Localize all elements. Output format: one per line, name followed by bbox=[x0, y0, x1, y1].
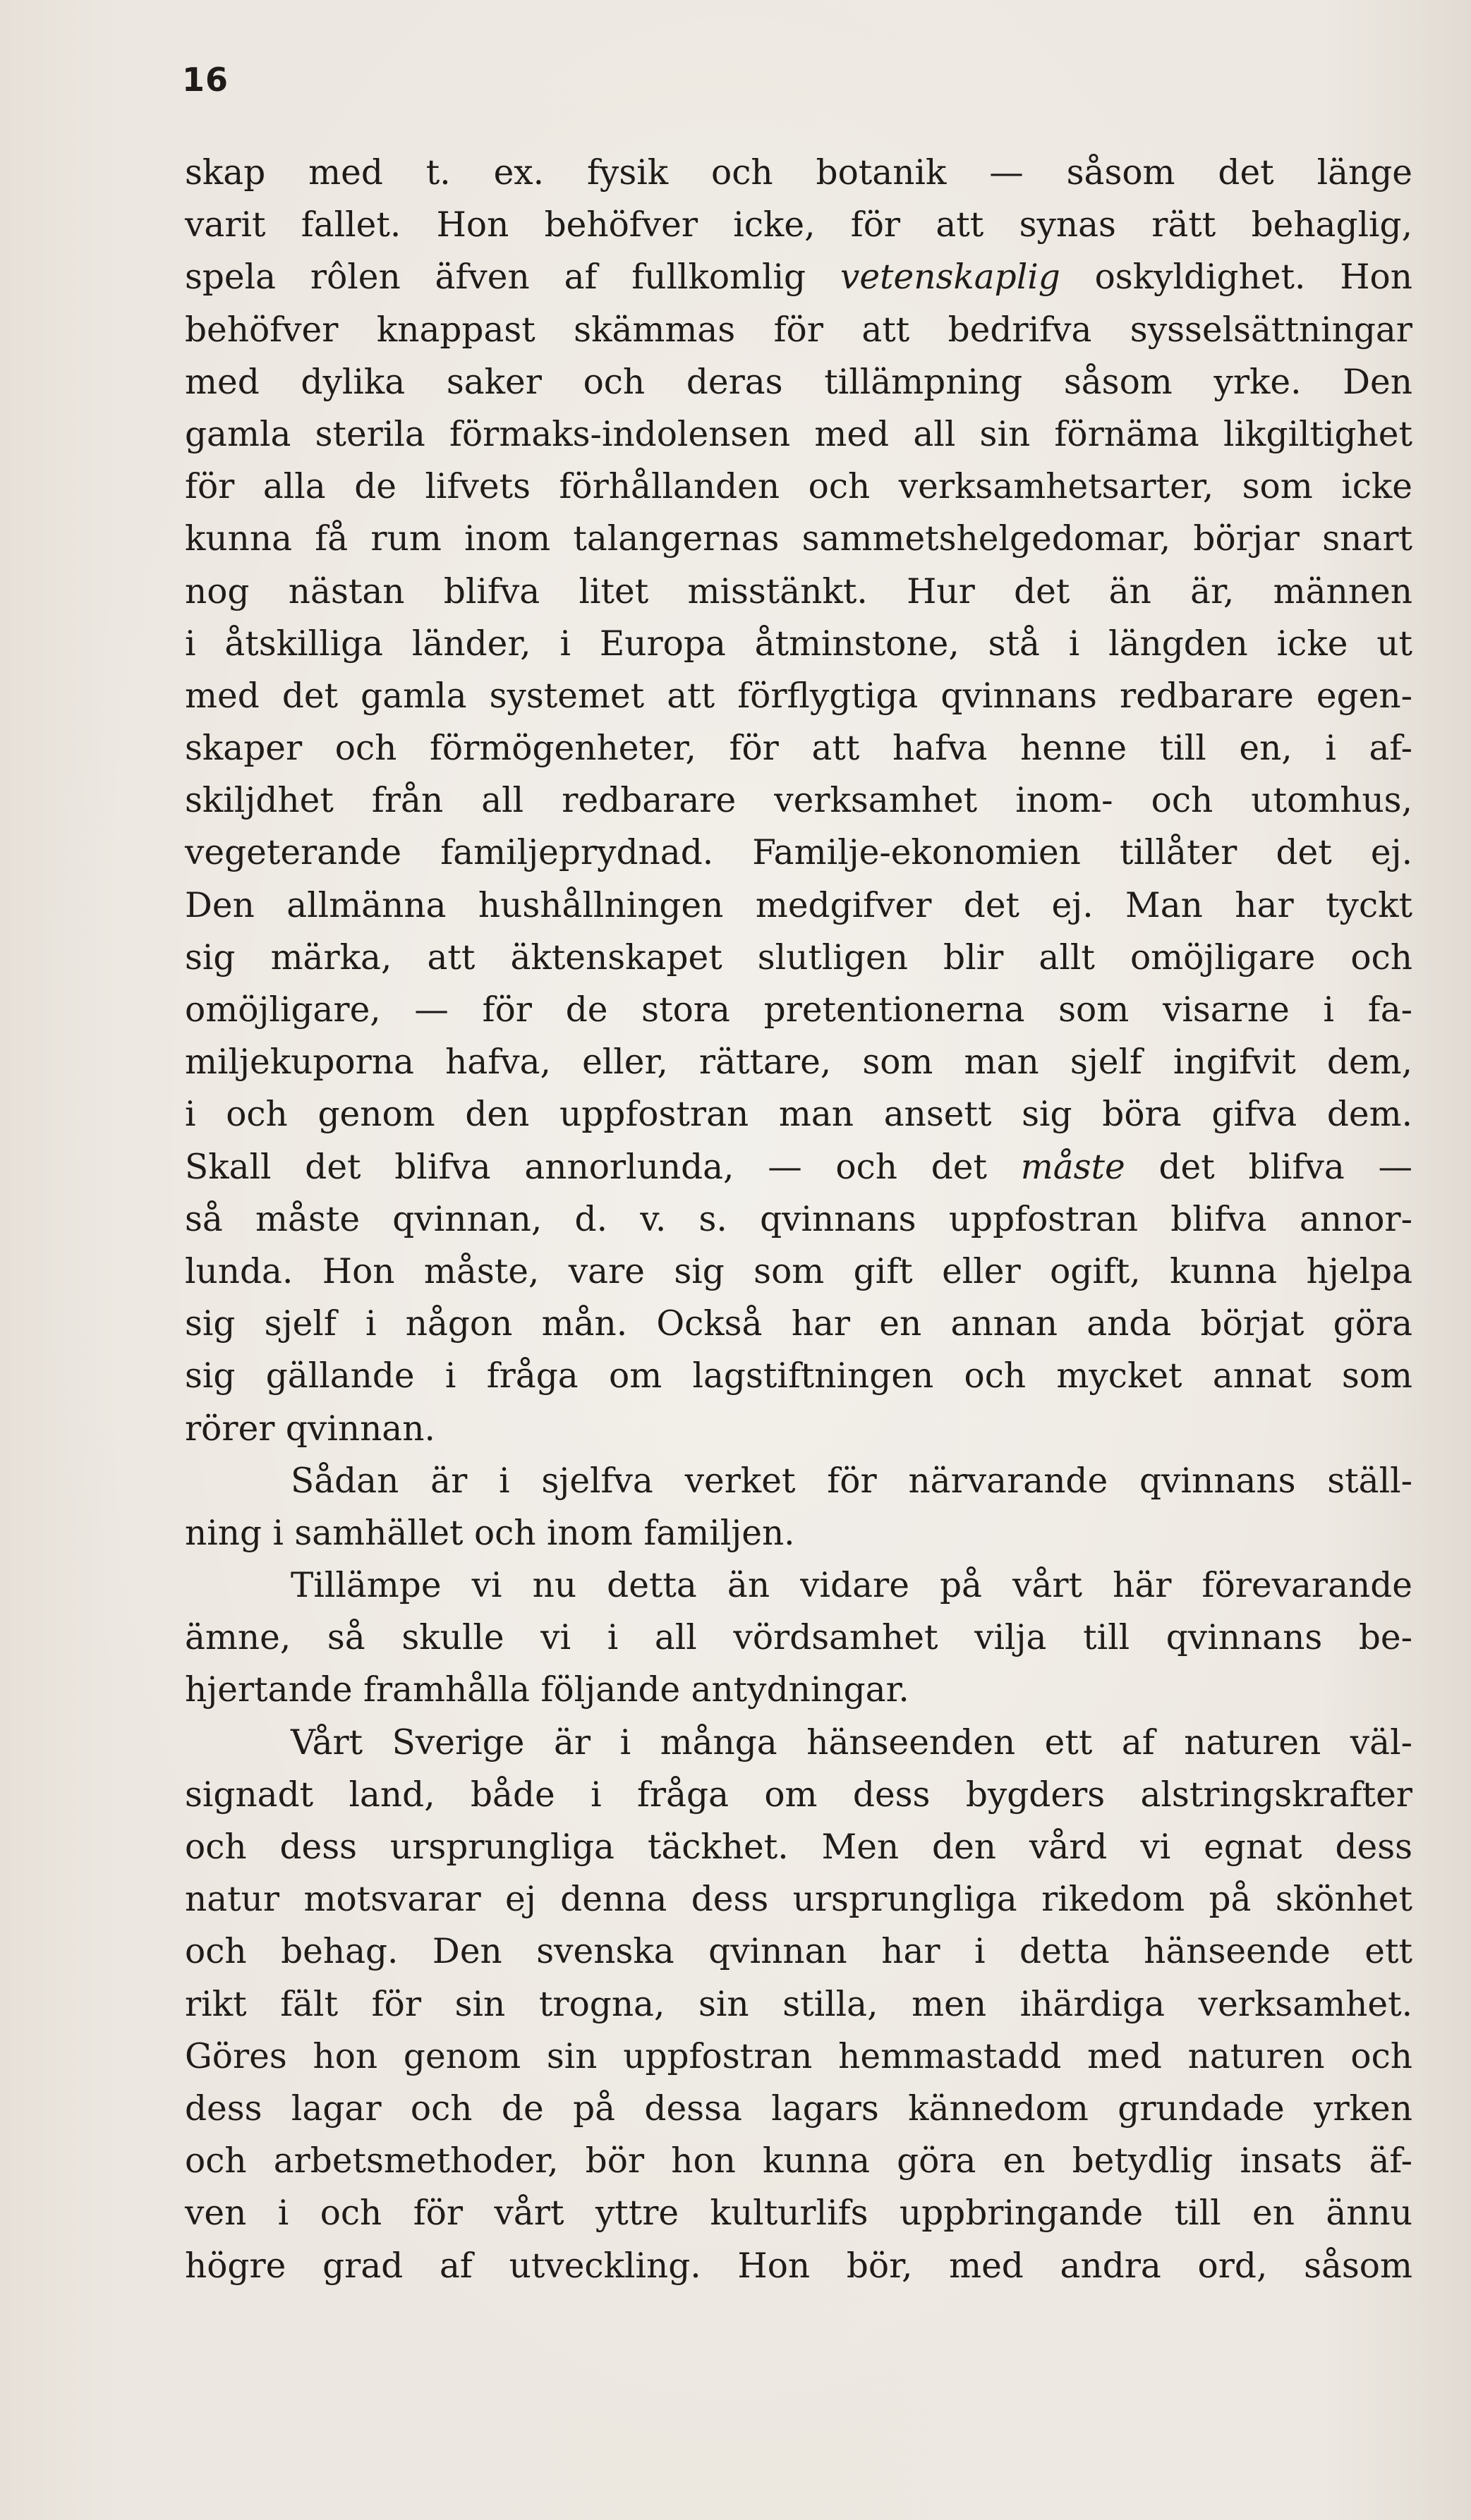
text-line: hjertande framhålla följande antydningar. bbox=[185, 1670, 909, 1710]
text-line: Vårt Sverige är i många hänseenden ett af naturen väl- bbox=[291, 1722, 1412, 1763]
text-line: kunna få rum inom talangernas sammetshelgedomar, börjar snart bbox=[185, 519, 1412, 559]
text-segment: Skall det blifva annorlunda, — och det bbox=[185, 1147, 1021, 1187]
italic-text: måste bbox=[1020, 1147, 1125, 1187]
text-line: rörer qvinnan. bbox=[185, 1408, 435, 1449]
text-line: miljekuporna hafva, eller, rättare, som man sjelf ingifvit dem, bbox=[185, 1042, 1412, 1083]
italic-text: vetenskaplig bbox=[840, 257, 1060, 298]
text-segment: oskyldighet. Hon bbox=[1060, 257, 1412, 298]
text-segment: det blifva — bbox=[1125, 1147, 1413, 1187]
text-line: signadt land, både i fråga om dess bygders alstringskrafter bbox=[185, 1775, 1412, 1815]
text-line: omöjligare, — för de stora pretentionerna som visarne i fa- bbox=[185, 990, 1412, 1030]
text-line: behöfver knappast skämmas för att bedrifva sysselsättningar bbox=[185, 310, 1412, 350]
text-line: ning i samhället och inom familjen. bbox=[185, 1513, 795, 1553]
text-line: ven i och för vårt yttre kulturlifs uppbringande till en ännu bbox=[185, 2193, 1412, 2234]
text-line: för alla de lifvets förhållanden och verksamhetsarter, som icke bbox=[185, 467, 1412, 507]
text-line: med dylika saker och deras tillämpning såsom yrke. Den bbox=[185, 362, 1412, 402]
text-line bbox=[185, 251, 1412, 303]
text-line: Göres hon genom sin uppfostran hemmastadd med naturen och bbox=[185, 2036, 1412, 2076]
text-line: sig gällande i fråga om lagstiftningen och mycket annat som bbox=[185, 1356, 1412, 1396]
text-line: så måste qvinnan, d. v. s. qvinnans uppfostran blifva annor- bbox=[185, 1199, 1412, 1239]
text-line: och behag. Den svenska qvinnan har i detta hänseende ett bbox=[185, 1932, 1412, 1972]
text-line: rikt fält för sin trogna, sin stilla, men ihärdiga verksamhet. bbox=[185, 1984, 1412, 2024]
text-line: i och genom den uppfostran man ansett sig böra gifva dem. bbox=[185, 1095, 1412, 1135]
text-line: skap med t. ex. fysik och botanik — såsom det länge bbox=[185, 153, 1412, 193]
text-line: skaper och förmögenheter, för att hafva henne till en, i af- bbox=[185, 729, 1412, 769]
text-line bbox=[185, 1141, 1412, 1193]
text-line: Tillämpe vi nu detta än vidare på vårt här förevarande bbox=[291, 1566, 1412, 1606]
text-line: i åtskilliga länder, i Europa åtminstone, stå i längden icke ut bbox=[185, 623, 1412, 664]
text-line: natur motsvarar ej denna dess ursprungliga rikedom på skönhet bbox=[185, 1880, 1412, 1920]
text-line: ämne, så skulle vi i all vördsamhet vilja till qvinnans be- bbox=[185, 1618, 1412, 1658]
text-line: Den allmänna hushållningen medgifver det ej. Man har tyckt bbox=[185, 885, 1412, 925]
text-line: nog nästan blifva litet misstänkt. Hur det än är, männen bbox=[185, 571, 1412, 611]
text-line: med det gamla systemet att förflygtiga qvinnans redbarare egen- bbox=[185, 676, 1412, 716]
body-text bbox=[185, 147, 1412, 2292]
text-line: varit fallet. Hon behöfver icke, för att synas rätt behaglig, bbox=[185, 205, 1412, 245]
text-line: vegeterande familjeprydnad. Familje-ekonomien tillåter det ej. bbox=[185, 833, 1412, 873]
text-segment: spela rôlen äfven af fullkomlig bbox=[185, 257, 840, 298]
text-line: lunda. Hon måste, vare sig som gift eller ogift, kunna hjelpa bbox=[185, 1251, 1412, 1291]
text-line: dess lagar och de på dessa lagars kännedom grundade yrken bbox=[185, 2088, 1412, 2129]
text-line: och arbetsmethoder, bör hon kunna göra en betydlig insats äf- bbox=[185, 2141, 1412, 2181]
text-line: högre grad af utveckling. Hon bör, med andra ord, såsom bbox=[185, 2246, 1412, 2286]
text-line: och dess ursprungliga täckhet. Men den vård vi egnat dess bbox=[185, 1827, 1412, 1867]
text-line: sig sjelf i någon mån. Också har en annan anda börjat göra bbox=[185, 1304, 1412, 1344]
page-number: 16 bbox=[182, 61, 229, 99]
text-line: sig märka, att äktenskapet slutligen blir allt omöjligare och bbox=[185, 937, 1412, 978]
text-line: skiljdhet från all redbarare verksamhet inom- och utomhus, bbox=[185, 781, 1412, 821]
text-line: gamla sterila förmaks-indolensen med all sin förnäma likgiltighet bbox=[185, 414, 1412, 454]
text-line: Sådan är i sjelfva verket för närvarande qvinnans ställ- bbox=[291, 1461, 1412, 1501]
